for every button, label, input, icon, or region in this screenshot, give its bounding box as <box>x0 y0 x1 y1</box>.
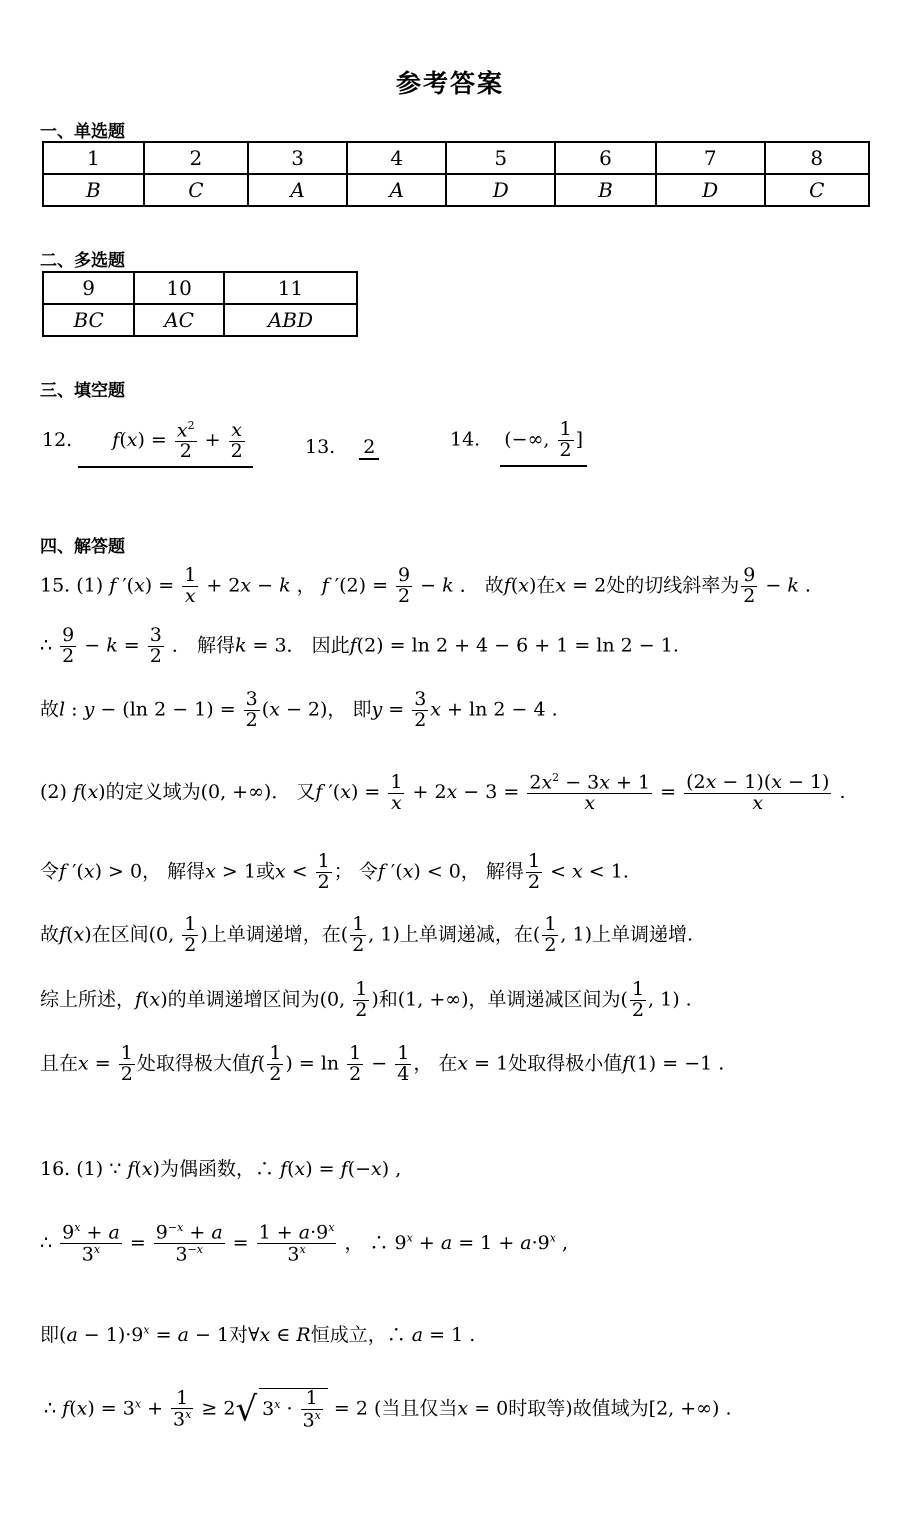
q16-line-3: 即$(a - 1)\cdot 9^x = a - 1$对∀x ∈ R恒成立，∴ a = 1 . <box>40 1323 476 1346</box>
q-number: 8 <box>765 142 869 174</box>
q16-number: 16. <box>40 1158 71 1180</box>
q-number: 5 <box>446 142 555 174</box>
fill-q14 <box>450 420 587 467</box>
q16-line-2: ∴ $\frac{9^x + a}{3^x}$ = $\frac{9^{-x} + a}{3^{-x}}$ = $\frac{1 + a\cdot 9^x}{3^x}$ ， ∴ $9^x + a = 1 + a\cdot 9^x$ , <box>40 1221 569 1266</box>
q16-line-1: 16. (1) ∵ f(x)为偶函数，∴ f(x) = f(−x) , <box>40 1158 402 1180</box>
q15-line-3: 故l : y − (ln 2 − 1) = $\frac{3}{2}$ (x − 2)， 即y = $\frac{3}{2}$ x + ln 2 − 4 . <box>40 688 558 731</box>
q15-line-6: 故f(x)在区间(0, $\frac{1}{2}$ )上单调递增，在( $\frac{1}{2}$ , 1)上单调递减，在( $\frac{1}{2}$ , 1)上单调递增. <box>40 913 694 956</box>
q-number: 1 <box>43 142 144 174</box>
answer-cell: A <box>347 174 446 206</box>
q-number: 9 <box>43 272 134 304</box>
q-number: 2 <box>144 142 248 174</box>
q-number: 4 <box>347 142 446 174</box>
q15-number: 15. <box>40 574 71 597</box>
answer-cell: AC <box>134 304 224 336</box>
answer-cell: C <box>765 174 869 206</box>
section-single-choice: 一、单选题 <box>40 122 125 142</box>
section-multi-choice: 二、多选题 <box>40 251 125 271</box>
q15-line-8: 且在x = $\frac{1}{2}$ 处取得极大值f( $\frac{1}{2}$ ) = ln $\frac{1}{2}$ − $\frac{1}{4}$ ， 在x = 1处取得极小值f(1) = −1 . <box>40 1042 725 1085</box>
q13-number: 13. <box>305 436 336 458</box>
q15-line-2: ∴ $\frac{9}{2}$ − k = $\frac{3}{2}$ ． 解得k = 3． 因此f(2) = ln 2 + 4 − 6 + 1 = ln 2 − 1. <box>40 624 679 667</box>
fill-q12 <box>42 420 253 468</box>
answer-cell: D <box>656 174 765 206</box>
fill-q13 <box>305 436 379 458</box>
q-number: 11 <box>224 272 357 304</box>
answer-cell: B <box>43 174 144 206</box>
q13-answer: 2 <box>359 436 379 460</box>
q16-line-4: ∴ $f(x) = 3^x$ + $\frac{1}{3^x}$ ≥ 2√ $3^x$ · $\frac{1}{3^x}$ = 2 (当且仅当x = 0时取等)故值域为[2, +∞) . <box>44 1386 732 1432</box>
q15-line-4: (2) f(x)的定义域为(0, +∞)． 又f ′(x) = $\frac{1}{x}$ + 2x − 3 = $\frac{2x^2 - 3x + 1}{x}$ = $\frac{(2x - 1)(x - 1)}{x}$ . <box>40 770 846 815</box>
q15-line-7: 综上所述，f(x)的单调递增区间为(0, $\frac{1}{2}$ )和(1, +∞)，单调递减区间为( $\frac{1}{2}$ , 1) . <box>40 978 692 1021</box>
q16-part1-label: (1) <box>76 1158 104 1180</box>
section-fill-blank: 三、填空题 <box>40 381 125 401</box>
q-number: 7 <box>656 142 765 174</box>
q15-part1-label: (1) <box>76 574 104 597</box>
q12-answer: f(x) = $\frac{x^2}{2}$ + $\frac{x}{2}$ <box>78 420 252 468</box>
multi-choice-table <box>42 271 358 337</box>
q-number: 6 <box>555 142 656 174</box>
q15-line-5: 令f ′(x) > 0， 解得x > 1或x < $\frac{1}{2}$ ； 令f ′(x) < 0， 解得 $\frac{1}{2}$ < x < 1. <box>40 850 629 893</box>
q14-number: 14. <box>450 428 481 451</box>
answer-cell: A <box>248 174 347 206</box>
answer-cell: BC <box>43 304 134 336</box>
q-number: 10 <box>134 272 224 304</box>
single-choice-table <box>42 141 870 207</box>
answer-cell: B <box>555 174 656 206</box>
answer-cell: ABD <box>224 304 357 336</box>
q15-line-1: 15. (1) f ′(x) = $\frac{1}{x}$ + 2x − k ， f ′(2) = $\frac{9}{2}$ − k ． 故f(x)在x = 2处的切线斜率为 $\frac{9}{2}$ − k . <box>40 564 811 607</box>
q12-number: 12. <box>42 429 73 452</box>
q-number: 3 <box>248 142 347 174</box>
section-solve: 四、解答题 <box>40 537 125 557</box>
answer-cell: C <box>144 174 248 206</box>
page-title: 参考答案 <box>395 69 504 98</box>
q15-part2-label: (2) <box>40 781 67 804</box>
q14-answer: (−∞, $\frac{1}{2}$ ] <box>500 420 587 467</box>
answer-cell: D <box>446 174 555 206</box>
